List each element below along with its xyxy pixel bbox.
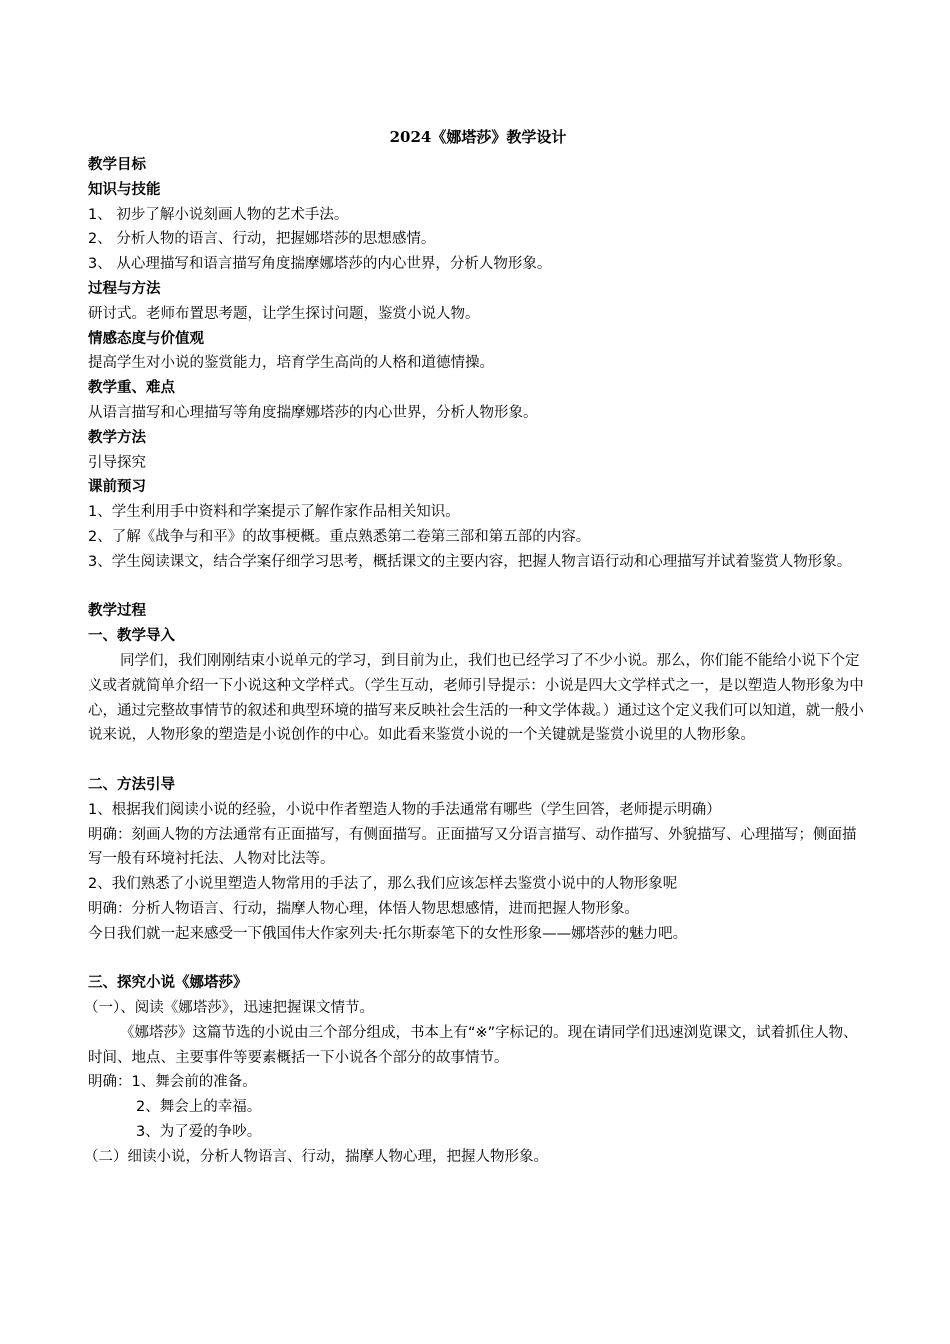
explore-paragraph: 《娜塔莎》这篇节选的小说由三个部分组成，书本上有“※”字标记的。现在请同学们迅速浏览课文，试着抓住人物、时间、地点、主要事件等要素概括一下小说各个部分的故事情节。 xyxy=(88,1024,858,1066)
document-page xyxy=(84,127,868,1170)
section-heading-preview: 课前预习 xyxy=(88,479,146,496)
explore-sub-heading: （一）、阅读《娜塔莎》，迅速把握课文情节。 xyxy=(84,1000,374,1017)
objective-item: 2、 分析人物的语言、行动，把握娜塔莎的思想感情。 xyxy=(88,231,436,248)
emotion-text: 提高学生对小说的鉴赏能力，培育学生高尚的人格和道德情操。 xyxy=(88,355,494,372)
spacer xyxy=(88,575,868,600)
method-guide-line: 明确：刻画人物的方法通常有正面描写，有侧面描写。正面描写又分语言描写、动作描写、外貌描写、心理描写；侧面描写一般有环境衬托法、人物对比法等。 xyxy=(88,826,857,868)
objective-item: 3、 从心理描写和语言描写角度揣摩娜塔莎的内心世界，分析人物形象。 xyxy=(88,256,552,273)
objective-item: 1、 初步了解小说刻画人物的艺术手法。 xyxy=(88,206,349,223)
key-points-text: 从语言描写和心理描写等角度揣摩娜塔莎的内心世界，分析人物形象。 xyxy=(88,404,538,421)
section-heading-method: 教学方法 xyxy=(88,429,146,446)
section-heading-key-points: 教学重、难点 xyxy=(88,380,175,397)
part-heading-explore: 三、探究小说《娜塔莎》 xyxy=(88,975,248,992)
method-guide-line: 今日我们就一起来感受一下俄国伟大作家列夫·托尔斯泰笔下的女性形象——娜塔莎的魅力吧。 xyxy=(88,925,688,942)
answer-item: 3、为了爱的争吵。 xyxy=(136,1124,262,1141)
method-text: 引导探究 xyxy=(88,454,146,471)
answer-item: 2、舞会上的幸福。 xyxy=(136,1099,262,1116)
section-heading-objectives: 教学目标 xyxy=(88,157,146,173)
subheading-emotion: 情感态度与价值观 xyxy=(88,330,204,347)
preview-item: 2、了解《战争与和平》的故事梗概。重点熟悉第二卷第三部和第五部的内容。 xyxy=(88,528,591,545)
method-guide-line: 明确：分析人物语言、行动，揣摩人物心理，体悟人物思想感情，进而把握人物形象。 xyxy=(88,900,639,917)
method-guide-line: 1、根据我们阅读小说的经验，小说中作者塑造人物的手法通常有哪些（学生回答，老师提示明确） xyxy=(88,801,721,818)
subheading-process: 过程与方法 xyxy=(88,280,161,297)
process-text: 研讨式。老师布置思考题，让学生探讨问题，鉴赏小说人物。 xyxy=(88,305,480,322)
preview-item: 1、学生利用手中资料和学案提示了解作家作品相关知识。 xyxy=(88,504,460,521)
part-heading-method-guide: 二、方法引导 xyxy=(88,776,175,793)
part-heading-intro: 一、教学导入 xyxy=(88,628,175,645)
preview-item: 3、学生阅读课文，结合学案仔细学习思考，概括课文的主要内容，把握人物言语行动和心理描写并试着鉴赏人物形象。 xyxy=(88,553,852,570)
document-title: 2024《娜塔莎》教学设计 xyxy=(389,128,567,146)
explore-sub-heading: （二）细读小说，分析人物语言、行动，揣摩人物心理，把握人物形象。 xyxy=(84,1148,548,1165)
spacer xyxy=(88,748,868,773)
subheading-knowledge: 知识与技能 xyxy=(88,181,161,198)
method-guide-line: 2、我们熟悉了小说里塑造人物常用的手法了，那么我们应该怎样去鉴赏小说中的人物形象呢 xyxy=(88,876,678,893)
intro-paragraph: 同学们，我们刚刚结束小说单元的学习，到目前为止，我们也已经学习了不少小说。那么，你们能不能给小说下个定义或者就简单介绍一下小说这种文学样式。（学生互动，老师引导提示：小说是四大文学样式之一，是以塑造人物形象为中心，通过完整故事情节的叙述和典型环境的描写来反映社会生活的一种文学体裁。）通过这个定义我们可以知道，就一般小说来说，人物形象的塑造是小说创作的中心。如此看来鉴赏小说的一个关键就是鉴赏小说里的人物形象。 xyxy=(88,652,864,744)
section-heading-process-section: 教学过程 xyxy=(88,603,146,620)
answer-label: 明确：1、舞会前的准备。 xyxy=(88,1074,257,1091)
spacer xyxy=(88,947,868,972)
